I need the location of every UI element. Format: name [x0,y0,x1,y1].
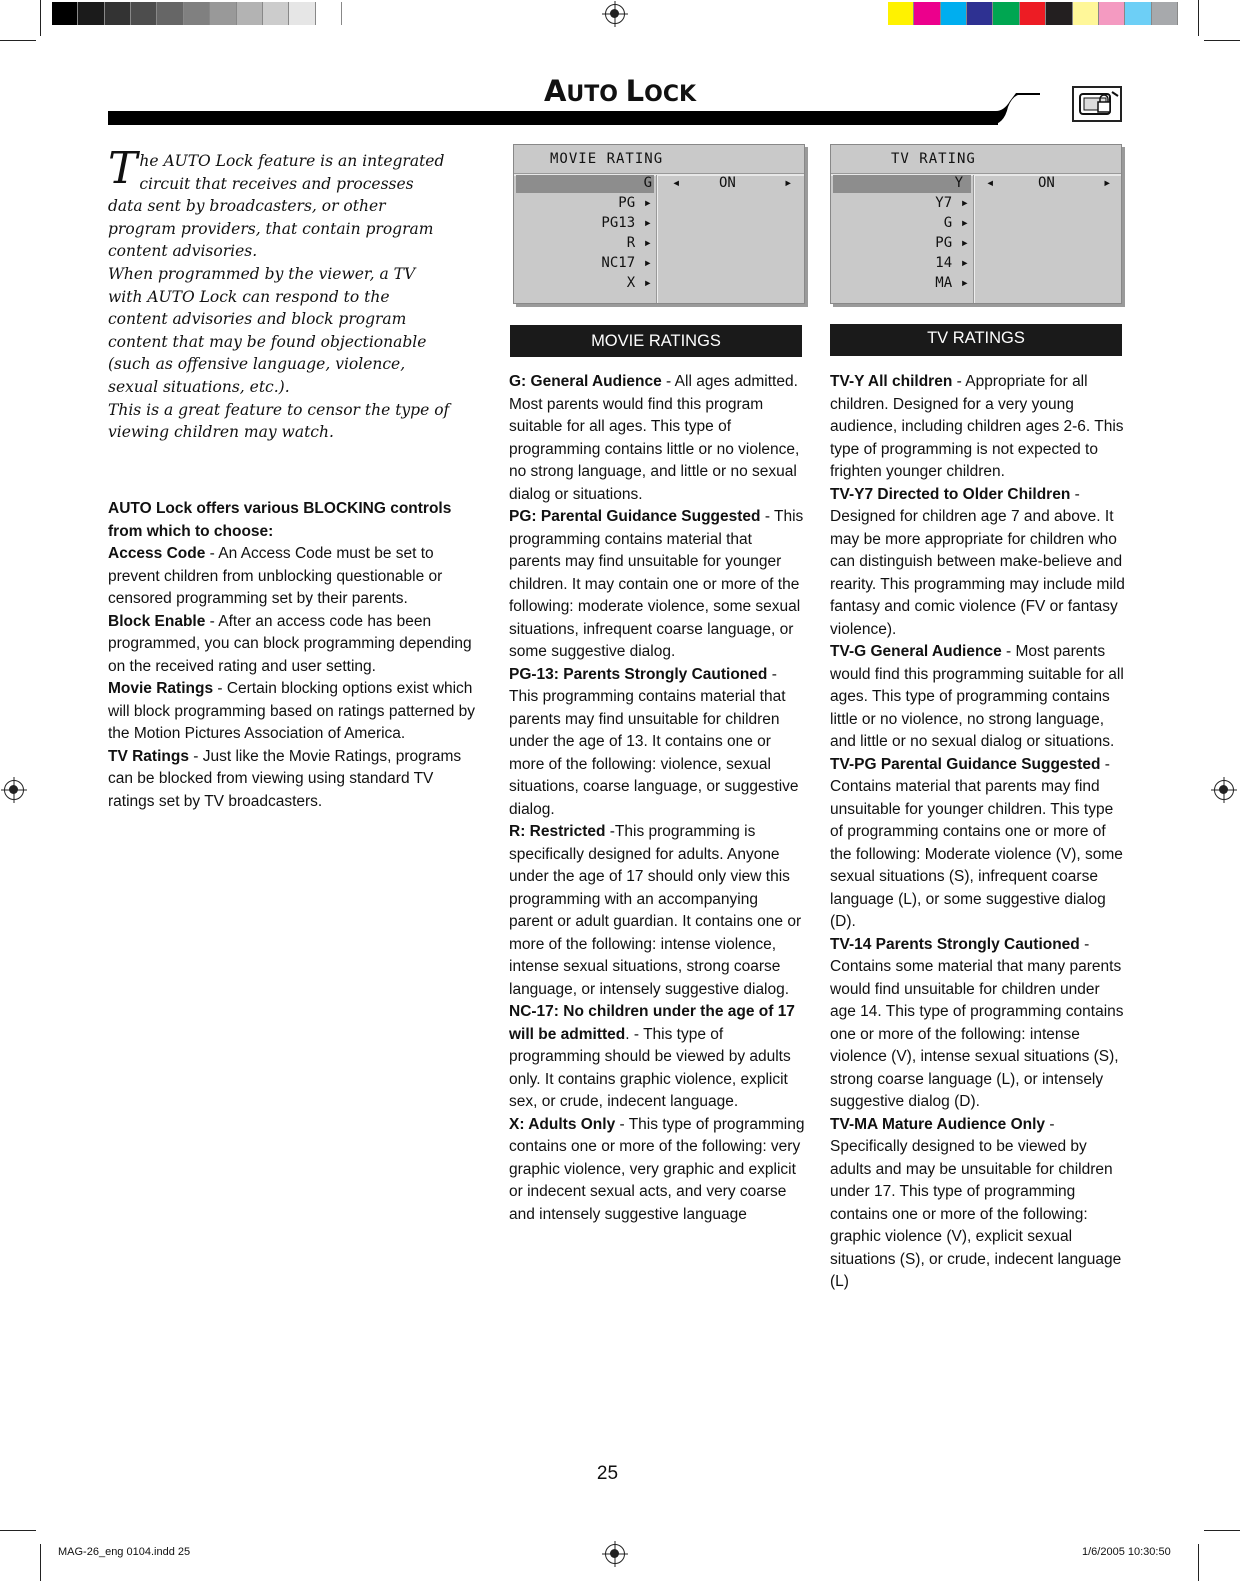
grayscale-calibration-bar [52,2,342,25]
calibration-swatch [1046,2,1072,25]
selected-row-highlight [833,175,971,193]
registration-mark-icon [605,4,625,24]
calibration-swatch [1099,2,1125,25]
tv-ratings-banner: TV RATINGS [830,324,1122,356]
blocking-heading: AUTO Lock offers various BLOCKING controls from which to choose: [108,500,452,540]
menu-row-y[interactable]: Y [954,175,963,191]
crop-mark [0,1530,36,1531]
chevron-left-icon[interactable]: ◂ [986,175,995,191]
menu-row-nc17[interactable]: NC17 ▸ [601,255,652,271]
rating-value: ON [1038,175,1055,191]
calibration-swatch [993,2,1019,25]
rating-value: ON [719,175,736,191]
calibration-swatch [157,2,183,25]
calibration-swatch [941,2,967,25]
list-item: TV-Y7 Directed to Older Children - Designed for children age 7 and above. It may be more appropriate for children who can distinguish between make-believe and rearity. This programming may include mild fantasy and comic violence (FV or fantasy violence). [830,485,1125,638]
list-item: TV-14 Parents Strongly Cautioned - Contains some material that many parents would find unsuitable for children under age 14. This type of programming contains one or more of the following: intense violence (V), intense sexual situations (S), strong coarse language (L), or intensely suggestive dialog (D). [830,935,1124,1110]
calibration-swatch [316,2,342,25]
calibration-swatch [1152,2,1178,25]
tv-rating-menu [830,144,1122,304]
calibration-swatch [888,2,914,25]
chevron-right-icon: ▸ [960,215,969,231]
page-title: AUTO LOCK [543,74,697,108]
blocking-item: Access Code - An Access Code must be set to prevent children from unblocking questionable or censored programming set by their parents. [108,545,443,607]
footer-timestamp: 1/6/2005 10:30:50 [1082,1546,1171,1558]
list-item: PG: Parental Guidance Suggested - This programming contains material that parents may find unsuitable for younger children. It may contain one or more of the following: moderate violence, some sexual situations, infrequent coarse language, or some suggestive dialog. [509,508,804,660]
menu-row-y7[interactable]: Y7 ▸ [935,195,969,211]
intro-paragraph: he AUTO Lock feature is an integrated circuit that receives and processes data sent by broadcasters, or other program providers, that contain program content advisories. [108,152,445,261]
movie-rating-menu [513,144,805,304]
menu-row-pg[interactable]: PG ▸ [935,235,969,251]
menu-column-divider [656,175,658,303]
menu-row-pg13[interactable]: PG13 ▸ [601,215,652,231]
calibration-swatch [184,2,210,25]
menu-title: TV RATING [891,151,976,167]
footer-file: MAG-26_eng 0104.indd 25 [58,1546,191,1558]
calibration-swatch [967,2,993,25]
blocking-controls-section [108,498,480,813]
header-rule-swoosh [960,89,1040,125]
blocking-item: Movie Ratings - Certain blocking options exist which will block programming based on ratings patterned by the Motion Pictures Association of America. [108,680,476,742]
intro-paragraph: When programmed by the viewer, a TV with AUTO Lock can respond to the content advisories and block program content that may be found objectionable (such as offensive language, violence, sexual situations, etc.). [108,264,427,396]
calibration-swatch [1020,2,1046,25]
list-item: PG-13: Parents Strongly Cautioned - This programming contains material that parents may find unsuitable for children under the age of 13. It contains one or more of the following: violence, sexual situations, coarse language, or suggestive dialog. [509,665,799,818]
list-item: TV-Y All children - Appropriate for all children. Designed for a very young audience, including children ages 2-6. This type of programming is not expected to frighten younger children. [830,373,1124,480]
list-item: G: General Audience - All ages admitted. Most parents would find this program suitable for all ages. This type of programming contains little or no violence, no strong language, and little or no sexual dialog or situations. [509,373,800,503]
calibration-swatch [289,2,315,25]
chevron-right-icon: ▸ [643,275,652,291]
registration-mark-icon [4,780,24,800]
calibration-swatch [105,2,131,25]
tv-lock-icon [1072,86,1122,122]
menu-row-x[interactable]: X ▸ [626,275,652,291]
intro-paragraph: This is a great feature to censor the type of viewing children may watch. [108,400,450,442]
list-item: TV-PG Parental Guidance Suggested - Contains material that parents may find unsuitable for younger children. This type of programming contains one or more of the following: Moderate violence (V), some sexual situations (S), infrequent coarse language (L), or some suggestive dialog (D). [830,755,1123,930]
menu-column-divider [973,175,975,303]
calibration-swatch [210,2,236,25]
blocking-item: Block Enable - After an access code has been programmed, you can block programming depending on the received rating and user setting. [108,612,472,675]
chevron-right-icon: ▸ [643,235,652,251]
color-calibration-bar [888,2,1178,25]
chevron-right-icon: ▸ [643,255,652,271]
crop-mark [1204,40,1240,41]
chevron-right-icon: ▸ [643,215,652,231]
crop-mark [1198,1544,1199,1581]
blocking-item: TV Ratings - Just like the Movie Ratings, programs can be blocked from viewing using standard TV ratings set by TV broadcasters. [108,747,462,810]
chevron-right-icon[interactable]: ▸ [1103,175,1112,191]
chevron-right-icon: ▸ [960,275,969,291]
movie-ratings-banner: MOVIE RATINGS [510,325,802,357]
drop-cap: T [108,143,138,194]
list-item: X: Adults Only - This type of programming contains one or more of the following: very graphic violence, very graphic and explicit or indecent sexual acts, and very coarse and intensely suggestive language [509,1115,805,1223]
crop-mark [1204,1530,1240,1531]
registration-mark-icon [1214,780,1234,800]
calibration-swatch [1125,2,1151,25]
tv-ratings-list [830,371,1126,1294]
header-rule [108,111,998,125]
chevron-right-icon[interactable]: ▸ [784,175,793,191]
crop-mark [40,1544,41,1581]
intro-text [108,143,453,444]
calibration-swatch [1073,2,1099,25]
chevron-right-icon: ▸ [960,195,969,211]
registration-mark-icon [605,1544,625,1564]
chevron-right-icon: ▸ [960,235,969,251]
menu-row-ma[interactable]: MA ▸ [935,275,969,291]
menu-row-g[interactable]: G ▸ [943,215,969,231]
chevron-left-icon[interactable]: ◂ [672,175,681,191]
menu-row-pg[interactable]: PG ▸ [618,195,652,211]
menu-row-14[interactable]: 14 ▸ [935,255,969,271]
calibration-swatch [52,2,78,25]
chevron-right-icon: ▸ [960,255,969,271]
calibration-swatch [131,2,157,25]
list-item: NC-17: No children under the age of 17 will be admitted. - This type of programming should be viewed by adults only. It contains graphic violence, explicit sex, or crude, indecent language. [509,1003,795,1110]
calibration-swatch [237,2,263,25]
crop-mark [1198,0,1199,36]
list-item: TV-MA Mature Audience Only - Specifically designed to be viewed by adults and may be unsuitable for children under 17. This type of programming contains one or more of the following: graphic violence (V), explicit sexual situations (S), or crude, indecent language (L) [830,1115,1122,1290]
menu-row-r[interactable]: R ▸ [626,235,652,251]
chevron-right-icon: ▸ [643,195,652,211]
calibration-swatch [263,2,289,25]
crop-mark [0,40,36,41]
movie-ratings-list [509,371,805,1226]
page-number: 25 [596,1463,619,1484]
crop-mark [40,0,41,36]
list-item: TV-G General Audience - Most parents would find this programming suitable for all ages. This type of programming contains little or no violence, no strong language, and little or no sexual dialog or situations. [830,643,1124,750]
menu-title: MOVIE RATING [550,151,664,167]
selected-row-highlight [516,175,654,193]
menu-row-g[interactable]: G [643,175,652,191]
list-item: R: Restricted -This programming is specifically designed for adults. Anyone under the age of 17 should only view this programming with an accompanying parent or adult guardian. It contains one or more of the following: intense violence, intense sexual situations, strong coarse language, or intensely suggestive dialog. [509,823,802,998]
calibration-swatch [914,2,940,25]
calibration-swatch [78,2,104,25]
